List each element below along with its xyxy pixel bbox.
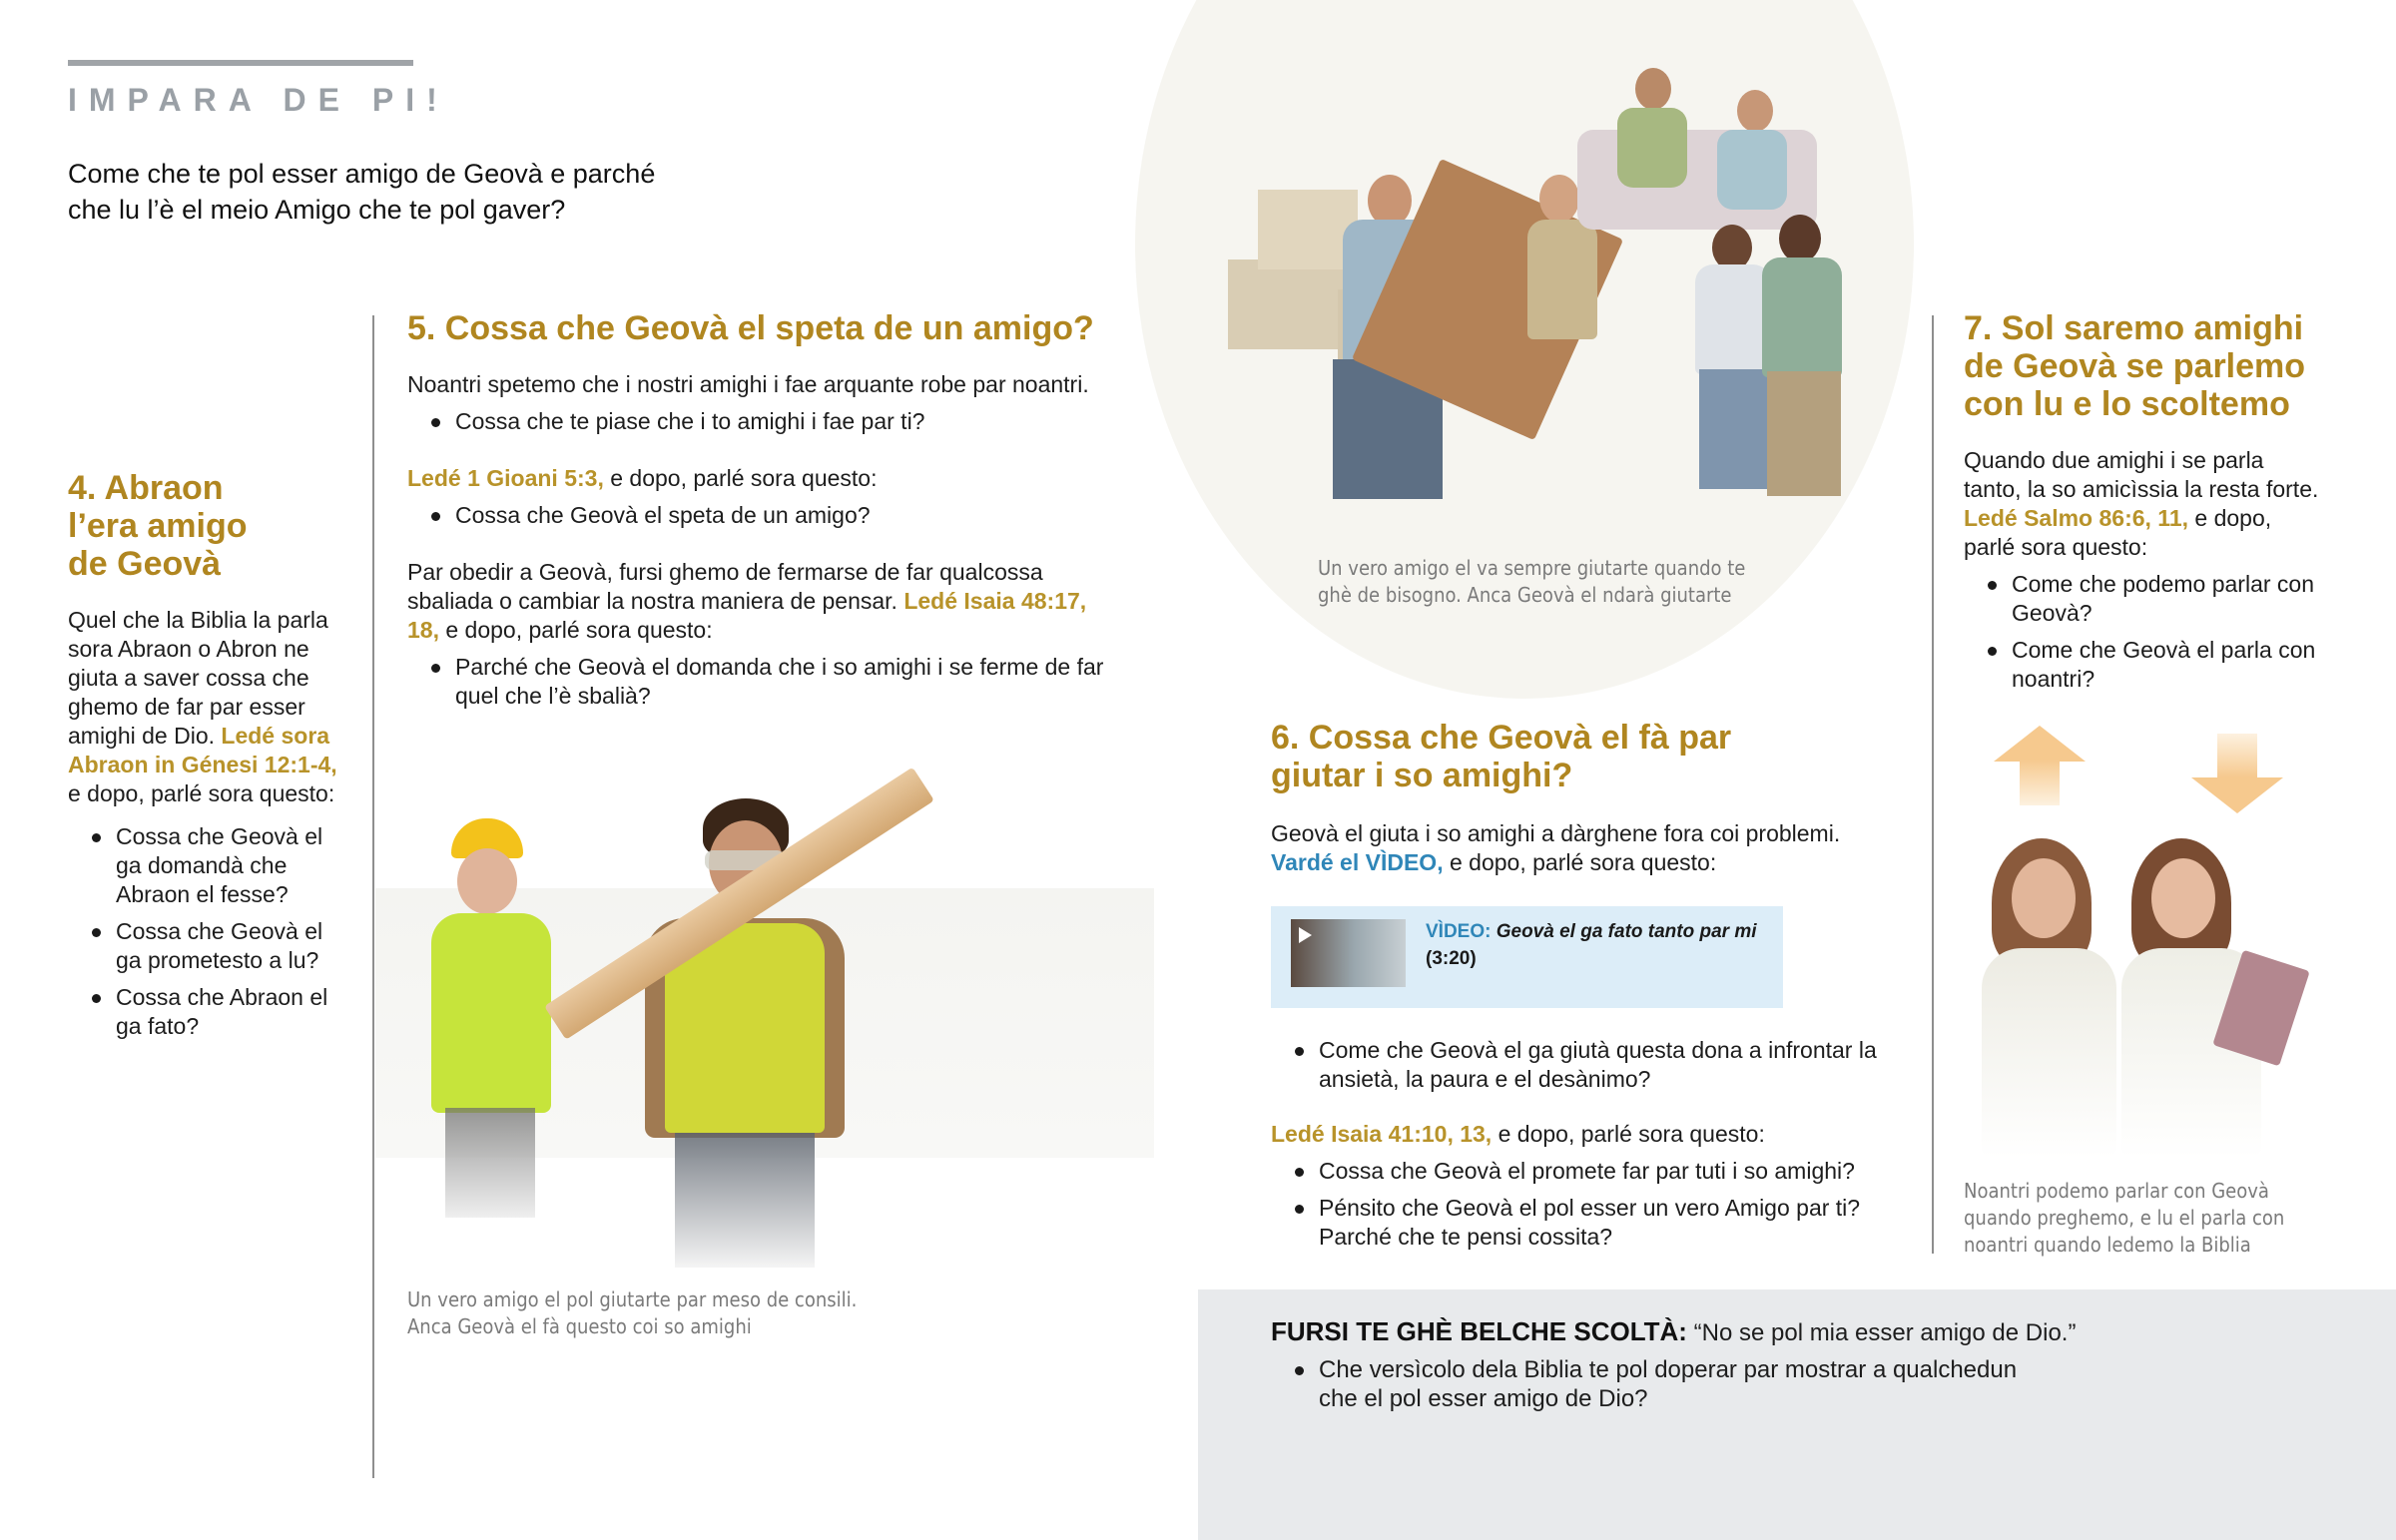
section-6-title: 6. Cossa che Geovà el fà par giutar i so amighi? xyxy=(1271,719,1732,794)
section-5-body: Noantri spetemo che i nostri amighi i fae arquante robe par noantri. Cossa che te piase che i to amighi i fae par ti? Ledé 1 Gioani 5:3, e dopo, parlé sora questo: Cossa che Geovà el speta de un amigo? Par obedir a Geovà, fursi ghemo de fermarse de far qualcossa sbaliada o cambiar la nostra maniera de pensar. Ledé Isaia 48:17, 18, e dopo, parlé sora questo: Parché che Geovà el domanda che i so amighi i se ferme de far quel che l’è sbalià? xyxy=(407,370,1106,711)
list-item: Cossa che Geovà el ga prometesto a lu? xyxy=(68,917,347,975)
section-5-p2: Par obedir a Geovà, fursi ghemo de fermarse de far qualcossa sbaliada o cambiar la nostra maniera de pensar. xyxy=(407,559,1043,614)
video-info xyxy=(1426,918,1775,972)
objection-box xyxy=(1198,1289,2396,1540)
workers-illustration xyxy=(375,788,1154,1268)
section-5-caption: Un vero amigo el pol giutarte par meso de consili. Anca Geovà el fà questo coi so amighi xyxy=(407,1287,858,1338)
older-worker xyxy=(431,818,571,1218)
section-4-text: Quel che la Biblia la parla sora Abraon o Abron ne giuta a saver cossa che ghemo de far par esser amighi de Dio. xyxy=(68,607,328,749)
section-6-intro: Geovà el giuta i so amighi a dàrghene fora coi problemi. Vardé el VÌDEO, e dopo, parlé sora questo: xyxy=(1271,820,1841,875)
list-item: Cossa che te piase che i to amighi i fae par ti? xyxy=(407,407,1106,436)
intro-question: Come che te pol esser amigo de Geovà e parché che lu l’è el meio Amigo che te pol gaver? xyxy=(68,159,656,225)
section-6-ref-link[interactable]: Ledé Isaia 41:10, 13, xyxy=(1271,1121,1493,1147)
section-4-questions xyxy=(68,822,347,1041)
list-item: Cossa che Geovà el speta de un amigo? xyxy=(407,501,1106,530)
section-4-ref-link[interactable]: Ledé sora Abraon in Génesi 12:1-4, xyxy=(68,723,337,777)
section-6-image-caption: Un vero amigo el va sempre giutarte quando te ghè de bisogno. Anca Geovà el ndarà giutarte xyxy=(1318,556,1746,607)
video-duration: (3:20) xyxy=(1426,948,1477,969)
section-4-title: 4. Abraon l’era amigo de Geovà xyxy=(68,469,248,583)
page-title: IMPARA DE PI! xyxy=(68,82,449,118)
section-5-title: 5. Cossa che Geovà el speta de un amigo? xyxy=(407,309,1094,347)
video-link[interactable]: Vardé el VÌDEO, xyxy=(1271,849,1444,875)
praying-reading-illustration xyxy=(1982,828,2361,1158)
section-7-caption: Noantri podemo parlar con Geovà quando preghemo, e lu el parla con noantri quando ledemo la Biblia xyxy=(1964,1179,2285,1257)
list-item: Come che Geovà el parla con noantri? xyxy=(1964,636,2323,694)
list-item: Come che podemo parlar con Geovà? xyxy=(1964,570,2323,628)
section-5-ref1-link[interactable]: Ledé 1 Gioani 5:3, xyxy=(407,465,604,491)
list-item: Come che Geovà el ga giutà questa dona a infrontar la ansietà, la paura e el desànimo? xyxy=(1271,1036,1910,1094)
column-divider xyxy=(1932,315,1934,1254)
play-icon xyxy=(1299,927,1312,943)
section-4-body: Quel che la Biblia la parla sora Abraon o Abron ne giuta a saver cossa che ghemo de far par esser amighi de Dio. Ledé sora Abraon in Génesi 12:1-4, e dopo, parlé sora questo: Cossa che Geovà el ga domandà che Abraon el fesse? Cossa che Geovà el ga prometesto a lu? Cossa che Abraon el ga fato? xyxy=(68,606,347,1041)
video-title: Geovà el ga fato tanto par mi xyxy=(1496,921,1757,942)
video-thumbnail[interactable] xyxy=(1291,919,1406,987)
section-5-ref2-link[interactable]: Ledé Isaia 48:17, 18, xyxy=(407,588,1087,643)
arrow-down-icon xyxy=(2191,734,2283,813)
list-item: Che versìcolo dela Biblia te pol doperar par mostrar a qualchedun che el pol esser amigo de Dio? xyxy=(1271,1355,2030,1413)
video-label: VÌDEO: xyxy=(1426,921,1492,942)
section-7-ref-link[interactable]: Ledé Salmo 86:6, 11, xyxy=(1964,505,2189,531)
list-item: Pénsito che Geovà el pol esser un vero Amigo par ti? Parché che te pensi cossita? xyxy=(1271,1194,1910,1252)
section-6-body: Come che Geovà el ga giutà questa dona a infrontar la ansietà, la paura e el desànimo? Ledé Isaia 41:10, 13, e dopo, parlé sora questo: Cossa che Geovà el promete far par tuti i so amighi? Pénsito che Geovà el pol esser un vero Amigo par ti? Parché che te pensi cossita? xyxy=(1271,1028,1910,1252)
objection-label: FURSI TE GHÈ BELCHE SCOLTÀ: xyxy=(1271,1316,1687,1346)
moving-scene xyxy=(1218,60,1867,529)
section-7-title: 7. Sol saremo amighi de Geovà se parlemo con lu e lo scoltemo xyxy=(1964,309,2306,423)
section-5-p1: Noantri spetemo che i nostri amighi i fae arquante robe par noantri. xyxy=(407,371,1089,397)
section-7-body: Quando due amighi i se parla tanto, la so amicìssia la resta forte. Ledé Salmo 86:6, 11, e dopo, parlé sora questo: Come che podemo parlar con Geovà? Come che Geovà el parla con noantri? xyxy=(1964,446,2323,694)
list-item: Cossa che Geovà el ga domandà che Abraon el fesse? xyxy=(68,822,347,909)
objection-quote: “No se pol mia esser amigo de Dio.” xyxy=(1686,1319,2077,1346)
list-item: Parché che Geovà el domanda che i so amighi i se ferme de far quel che l’è sbalià? xyxy=(407,653,1106,711)
boxes xyxy=(1228,259,1348,349)
list-item: Cossa che Abraon el ga fato? xyxy=(68,983,347,1041)
column-divider xyxy=(372,315,374,1478)
header-rule xyxy=(68,60,413,66)
safety-vest xyxy=(431,913,551,1113)
arrow-up-icon xyxy=(1994,726,2086,805)
video-card[interactable] xyxy=(1271,906,1783,1008)
list-item: Cossa che Geovà el promete far par tuti i so amighi? xyxy=(1271,1157,1910,1186)
